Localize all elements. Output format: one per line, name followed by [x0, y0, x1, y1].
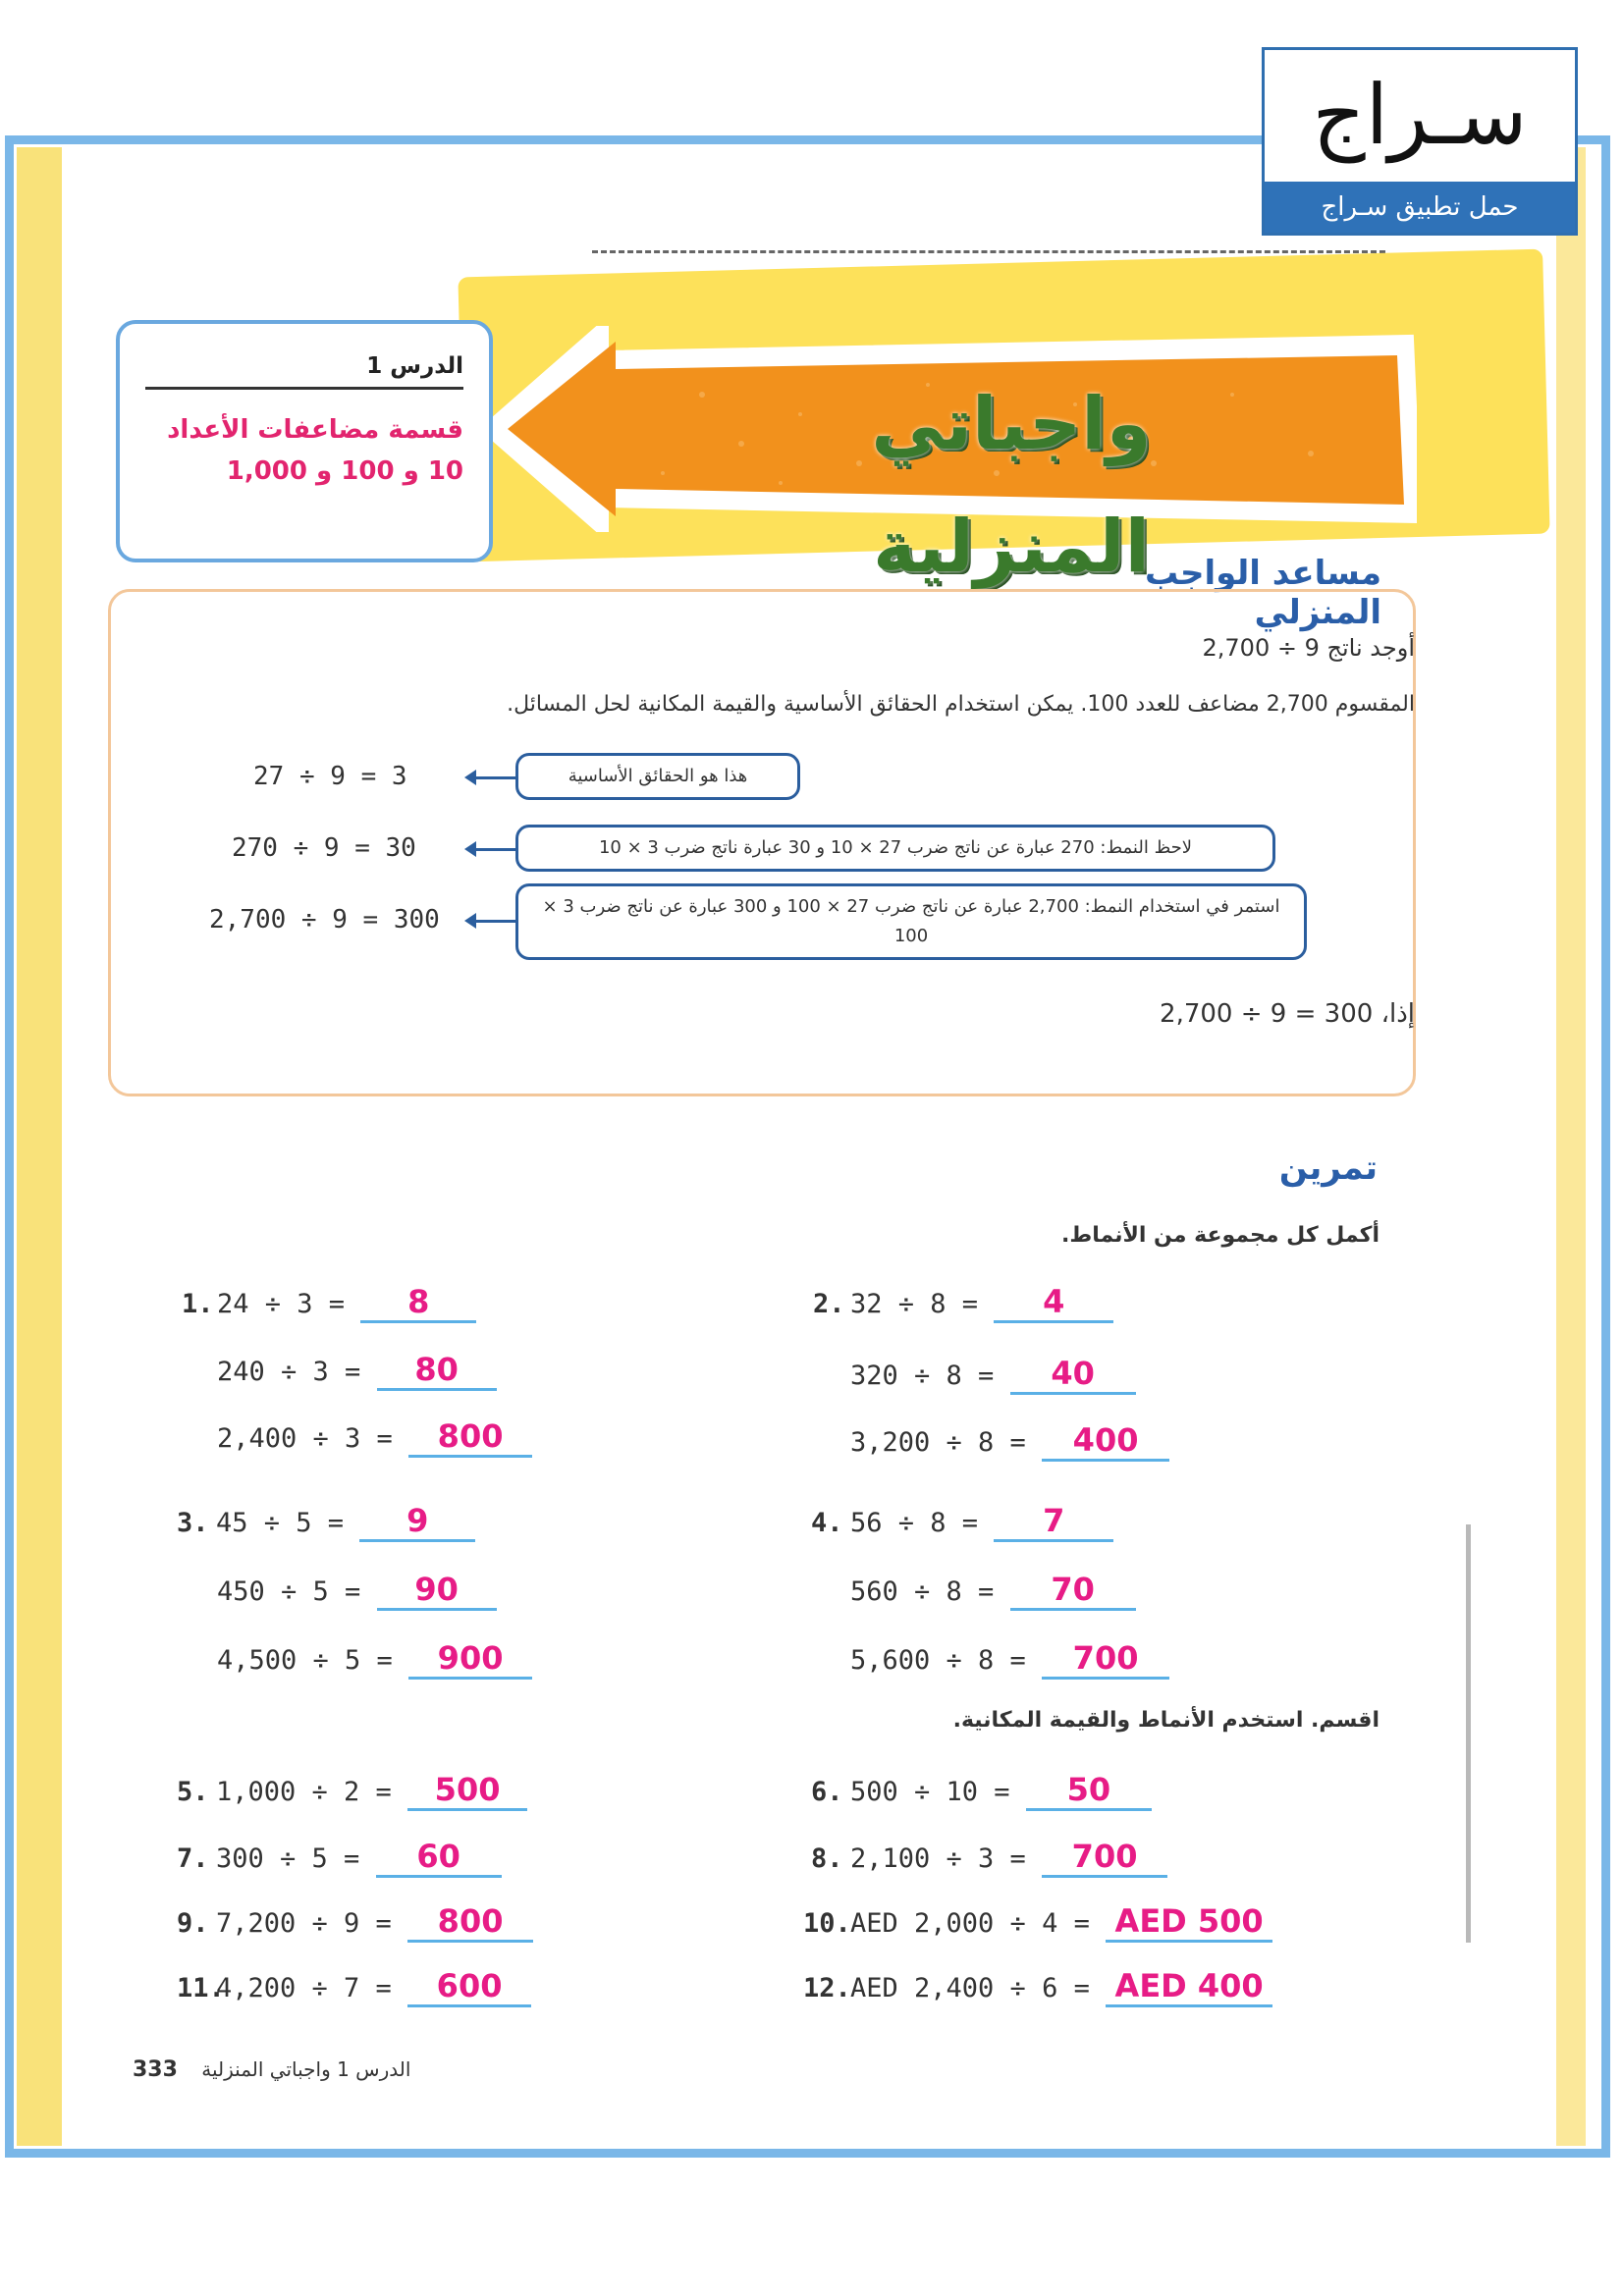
problem-12: [803, 1967, 1272, 2007]
problem-expression: 7,200 ÷ 9 =: [216, 1908, 392, 1939]
answer-field[interactable]: 4: [994, 1283, 1113, 1323]
lesson-title: [145, 409, 463, 492]
problem-number: 3.: [177, 1508, 209, 1538]
problem-2-line-1: [813, 1283, 1113, 1323]
helper-arrow-2: [474, 848, 518, 851]
practice-instruction-divide: اقسم. استخدم الأنماط والقيمة المكانية.: [952, 1708, 1380, 1733]
problem-4-line-2: [850, 1571, 1136, 1611]
problem-number: 4.: [811, 1508, 843, 1538]
problem-expression: 5,600 ÷ 8 =: [850, 1645, 1026, 1676]
answer-field[interactable]: 500: [407, 1771, 527, 1811]
problem-expression: 3,200 ÷ 8 =: [850, 1427, 1026, 1458]
problem-number: 12.: [803, 1973, 851, 2003]
helper-find: أوجد ناتج 9 ÷ 2,700: [1202, 634, 1415, 662]
answer-field[interactable]: 50: [1026, 1771, 1152, 1811]
problem-11: [177, 1967, 531, 2007]
problem-number: 10.: [803, 1908, 851, 1939]
problem-expression: 4,200 ÷ 7 =: [216, 1973, 392, 2003]
problem-expression: 56 ÷ 8 =: [850, 1508, 979, 1538]
right-decor-band: [1556, 147, 1586, 2146]
problem-number: 8.: [811, 1843, 843, 1874]
problem-expression: 300 ÷ 5 =: [216, 1843, 360, 1874]
helper-explain: المقسوم 2,700 مضاعف للعدد 100. يمكن استخدام الحقائق الأساسية والقيمة المكانية لحل المسائل.: [507, 692, 1415, 717]
copyright-strip: [1458, 1524, 1480, 1943]
answer-field[interactable]: 70: [1010, 1571, 1136, 1611]
problem-expression: AED 2,000 ÷ 4 =: [850, 1908, 1090, 1939]
problem-1-line-3: [217, 1417, 532, 1458]
problem-3-line-1: [177, 1502, 475, 1542]
problem-number: 9.: [177, 1908, 209, 1939]
left-decor-band: [17, 147, 62, 2146]
footer-text: الدرس 1 واجباتي المنزلية: [201, 2057, 411, 2081]
answer-field[interactable]: 60: [376, 1838, 502, 1878]
problem-expression: 1,000 ÷ 2 =: [216, 1777, 392, 1807]
answer-field[interactable]: AED 500: [1106, 1902, 1272, 1943]
brand-download-link[interactable]: حمل تطبيق سـراج: [1265, 182, 1575, 233]
problem-expression: 4,500 ÷ 5 =: [217, 1645, 393, 1676]
page-number: 333: [133, 2057, 178, 2082]
helper-note-1: هذا هو الحقائق الأساسية: [515, 753, 800, 800]
problem-2-line-3: [850, 1421, 1169, 1462]
dashed-separator: [592, 250, 1385, 253]
brand-logo[interactable]: [1262, 47, 1578, 236]
problem-expression: 2,400 ÷ 3 =: [217, 1423, 393, 1454]
answer-field[interactable]: 40: [1010, 1355, 1136, 1395]
problem-expression: 2,100 ÷ 3 =: [850, 1843, 1026, 1874]
problem-4-line-3: [850, 1639, 1169, 1680]
problem-6: [811, 1771, 1152, 1811]
problem-3-line-2: [217, 1571, 497, 1611]
problem-7: [177, 1838, 502, 1878]
helper-conclusion: إذا، 300 = 9 ÷ 2,700: [1160, 999, 1415, 1029]
helper-equation-1: 27 ÷ 9 = 3: [253, 762, 407, 791]
problem-3-line-3: [217, 1639, 532, 1680]
lesson-card: [116, 320, 493, 562]
problem-2-line-2: [850, 1355, 1136, 1395]
problem-number: 11.: [177, 1973, 225, 2003]
lesson-title-line1: قسمة مضاعفات الأعداد: [167, 415, 463, 445]
problem-number: 5.: [177, 1777, 209, 1807]
answer-field[interactable]: 80: [377, 1351, 497, 1391]
problem-expression: 45 ÷ 5 =: [216, 1508, 345, 1538]
answer-field[interactable]: 700: [1042, 1838, 1167, 1878]
problem-number: 2.: [813, 1289, 845, 1319]
answer-field[interactable]: 9: [359, 1502, 475, 1542]
problem-9: [177, 1902, 533, 1943]
problem-expression: 320 ÷ 8 =: [850, 1361, 995, 1391]
practice-instruction-patterns: أكمل كل مجموعة من الأنماط.: [1061, 1223, 1380, 1248]
problem-10: [803, 1902, 1272, 1943]
answer-field[interactable]: 8: [360, 1283, 476, 1323]
helper-arrow-3: [474, 920, 518, 923]
practice-title: تمرين: [1278, 1148, 1378, 1188]
problem-expression: 32 ÷ 8 =: [850, 1289, 979, 1319]
answer-field[interactable]: 800: [407, 1902, 533, 1943]
lesson-title-line2: 10 و 100 و 1,000: [226, 456, 463, 486]
helper-heading: مساعد الواجب المنزلي: [1144, 554, 1381, 632]
answer-field[interactable]: 90: [377, 1571, 497, 1611]
helper-arrow-1: [474, 776, 518, 779]
answer-field[interactable]: 800: [408, 1417, 532, 1458]
problem-expression: 500 ÷ 10 =: [850, 1777, 1010, 1807]
brand-name: سـراج: [1312, 67, 1528, 163]
problem-expression: 24 ÷ 3 =: [217, 1289, 346, 1319]
problem-expression: 560 ÷ 8 =: [850, 1576, 995, 1607]
answer-field[interactable]: AED 400: [1106, 1967, 1272, 2007]
lesson-label: الدرس 1: [145, 353, 463, 390]
helper-note-3: استمر في استخدام النمط: 2,700 عبارة عن ناتج ضرب 27 × 100 و 300 عبارة عن ناتج ضرب 3 × 100: [515, 883, 1307, 960]
problem-number: 7.: [177, 1843, 209, 1874]
problem-4-line-1: [811, 1502, 1113, 1542]
answer-field[interactable]: 7: [994, 1502, 1113, 1542]
helper-note-2: لاحظ النمط: 270 عبارة عن ناتج ضرب 27 × 10 و 30 عبارة ناتج ضرب 3 × 10: [515, 825, 1275, 872]
helper-equation-3: 2,700 ÷ 9 = 300: [209, 905, 440, 934]
problem-expression: 240 ÷ 3 =: [217, 1357, 361, 1387]
problem-number: 6.: [811, 1777, 843, 1807]
answer-field[interactable]: 700: [1042, 1639, 1169, 1680]
problem-1-line-1: [182, 1283, 476, 1323]
page-footer: [133, 2057, 410, 2082]
banner-title: واجباتي المنزلية: [871, 382, 1152, 589]
answer-field[interactable]: 400: [1042, 1421, 1169, 1462]
answer-field[interactable]: 600: [407, 1967, 531, 2007]
answer-field[interactable]: 900: [408, 1639, 532, 1680]
problem-number: 1.: [182, 1289, 214, 1319]
problem-8: [811, 1838, 1167, 1878]
helper-equation-2: 270 ÷ 9 = 30: [232, 833, 416, 863]
problem-expression: 450 ÷ 5 =: [217, 1576, 361, 1607]
problem-1-line-2: [217, 1351, 497, 1391]
problem-expression: AED 2,400 ÷ 6 =: [850, 1973, 1090, 2003]
problem-5: [177, 1771, 527, 1811]
